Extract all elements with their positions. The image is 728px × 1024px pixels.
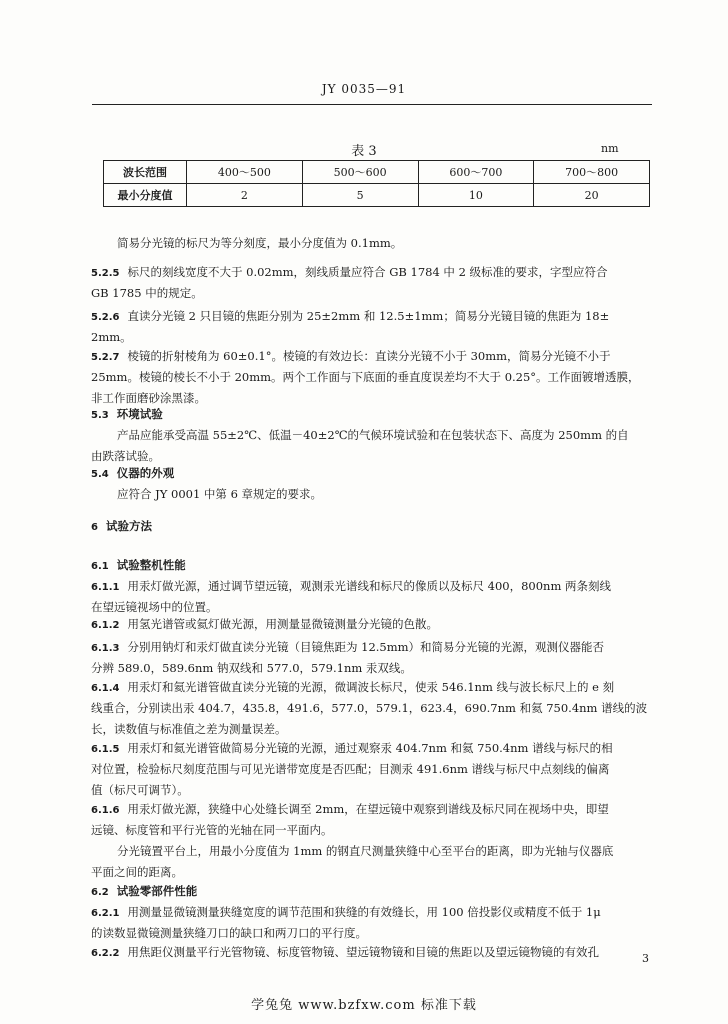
clause-5-2-7 [91, 346, 611, 368]
table-caption: 表 3 [351, 144, 377, 159]
section-number: 6.2 [91, 887, 109, 898]
section-5-4-heading [91, 463, 174, 485]
clause-number: 6.2.1 [91, 908, 120, 919]
paragraph-text: 分光镜置平台上，用最小分度值为 1mm 的钢直尺测量狭缝中心至平台的距离，即为光轴与仪器底 [117, 844, 614, 858]
table-cell: 500～600 [302, 161, 418, 184]
clause-number: 6.1.4 [91, 683, 120, 694]
clause-5-2-5 [91, 262, 608, 284]
clause-text: 用汞灯和氦光谱管做直读分光镜的光源，微调波长标尺，使汞 546.1nm 线与波长标尺上的 e 刻 [127, 680, 615, 694]
clause-6-1-5 [91, 738, 613, 760]
clause-text: 用汞灯做光源，狭缝中心处缝长调至 2mm，在望远镜中观察到谱线及标尺同在视场中央，即望 [127, 802, 609, 816]
section-number: 6.1 [91, 561, 109, 572]
clause-text: 用测量显微镜测量狭缝宽度的调节范围和狭缝的有效缝长，用 100 倍投影仪或精度不低于 1μ [127, 905, 601, 919]
clause-number: 5.2.5 [91, 268, 120, 279]
paragraph-text: 产品应能承受高温 55±2℃、低温－40±2℃的气候环境试验和在包装状态下、高度为 250mm 的自 [117, 428, 629, 442]
table-row [104, 161, 650, 184]
clause-number: 6.2.2 [91, 948, 120, 959]
section-number: 6 [91, 522, 98, 533]
clause-number: 6.1.1 [91, 582, 120, 593]
table-cell: 2 [187, 184, 303, 207]
paragraph-text: 平面之间的距离。 [91, 865, 183, 879]
clause-text: 分别用钠灯和汞灯做直读分光镜（目镜焦距为 12.5mm）和简易分光镜的光源，观测仪器能否 [127, 640, 605, 654]
clause-text-line: 值（标尺可调节）。 [91, 783, 189, 797]
clause-text-line: GB 1785 中的规定。 [91, 286, 203, 300]
section-title: 环境试验 [116, 407, 163, 421]
document-code: JY 0035—91 [321, 82, 407, 96]
section-number: 5.3 [91, 410, 109, 421]
table-cell: 600～700 [418, 161, 534, 184]
section-title: 试验零部件性能 [116, 884, 198, 898]
clause-text-line: 2mm。 [91, 330, 132, 344]
clause-text-line: 线重合，分别读出汞 404.7，435.8，491.6，577.0，579.1，623.4，690.7nm 和氦 750.4nm 谱线的波 [91, 701, 648, 715]
clause-number: 6.1.6 [91, 805, 120, 816]
table-cell: 10 [418, 184, 534, 207]
clause-6-2-1 [91, 902, 601, 924]
clause-number: 6.1.2 [91, 620, 120, 631]
wavelength-division-table [103, 160, 650, 207]
table-cell: 20 [534, 184, 650, 207]
section-title: 试验整机性能 [116, 558, 186, 572]
table-cell: 5 [302, 184, 418, 207]
clause-text-line: 远镜、标度管和平行光管的光轴在同一平面内。 [91, 823, 333, 837]
clause-6-1-1 [91, 576, 611, 598]
clause-number: 5.2.6 [91, 312, 120, 323]
table-row [104, 184, 650, 207]
clause-text-line: 非工作面磨砂涂黑漆。 [91, 391, 206, 405]
section-title: 仪器的外观 [116, 466, 175, 480]
clause-6-1-6 [91, 799, 609, 821]
section-5-3-heading [91, 404, 163, 426]
page-number: 3 [642, 952, 649, 965]
table-cell: 400～500 [187, 161, 303, 184]
paragraph-text: 应符合 JY 0001 中第 6 章规定的要求。 [117, 487, 323, 501]
clause-6-1-2 [91, 614, 438, 636]
clause-number: 6.1.5 [91, 744, 120, 755]
section-number: 5.4 [91, 469, 109, 480]
clause-number: 5.2.7 [91, 352, 120, 363]
clause-text-line: 的读数显微镜测量狭缝刀口的缺口和两刀口的平行度。 [91, 926, 367, 940]
row-header-division: 最小分度值 [104, 184, 187, 207]
clause-text-line: 分辨 589.0，589.6nm 钠双线和 577.0，579.1nm 汞双线。 [91, 661, 412, 675]
clause-text: 标尺的刻线宽度不大于 0.02mm，刻线质量应符合 GB 1784 中 2 级标准的要求，字型应符合 [127, 265, 608, 279]
section-6-1-heading [91, 555, 186, 577]
clause-text: 棱镜的折射棱角为 60±0.1°。棱镜的有效边长：直读分光镜不小于 30mm，简易分光镜不小于 [127, 349, 611, 363]
section-6-heading [91, 516, 152, 538]
table-cell: 700～800 [534, 161, 650, 184]
clause-text-line: 25mm。棱镜的棱长不小于 20mm。两个工作面与下底面的垂直度误差均不大于 0.25°。工作面镀增透膜， [91, 370, 640, 384]
clause-text-line: 在望远镜视场中的位置。 [91, 600, 218, 614]
clause-text-line: 长，读数值与标准值之差为测量误差。 [91, 722, 287, 736]
clause-6-2-2 [91, 942, 599, 964]
clause-6-1-3 [91, 637, 604, 659]
section-title: 试验方法 [105, 519, 152, 533]
row-header-range: 波长范围 [104, 161, 187, 184]
clause-text: 用氢光谱管或氦灯做光源，用测量显微镜测量分光镜的色散。 [127, 617, 438, 631]
paragraph-scale: 简易分光镜的标尺为等分刻度，最小分度值为 0.1mm。 [117, 236, 403, 250]
paragraph-text: 由跌落试验。 [91, 449, 160, 463]
clause-6-1-4 [91, 677, 614, 699]
clause-text: 直读分光镜 2 只目镜的焦距分别为 25±2mm 和 12.5±1mm；简易分光镜目镜的焦距为 18± [127, 309, 610, 323]
clause-text: 用汞灯做光源，通过调节望远镜，观测汞光谱线和标尺的像质以及标尺 400，800nm 两条刻线 [127, 579, 612, 593]
clause-text: 用焦距仪测量平行光管物镜、标度管物镜、望远镜物镜和目镜的焦距以及望远镜物镜的有效孔 [127, 945, 599, 959]
clause-5-2-6 [91, 306, 609, 328]
header-divider [92, 104, 652, 105]
clause-text-line: 对位置，检验标尺刻度范围与可见光谱带宽度是否匹配；目测汞 491.6nm 谱线与标尺中点刻线的偏离 [91, 762, 610, 776]
watermark-footer: 学兔兔 www.bzfxw.com 标准下载 [251, 998, 477, 1013]
section-6-2-heading [91, 881, 197, 903]
clause-number: 6.1.3 [91, 643, 120, 654]
clause-text: 用汞灯和氦光谱管做简易分光镜的光源，通过观察汞 404.7nm 和氦 750.4nm 谱线与标尺的相 [127, 741, 613, 755]
table-unit: nm [601, 142, 619, 155]
